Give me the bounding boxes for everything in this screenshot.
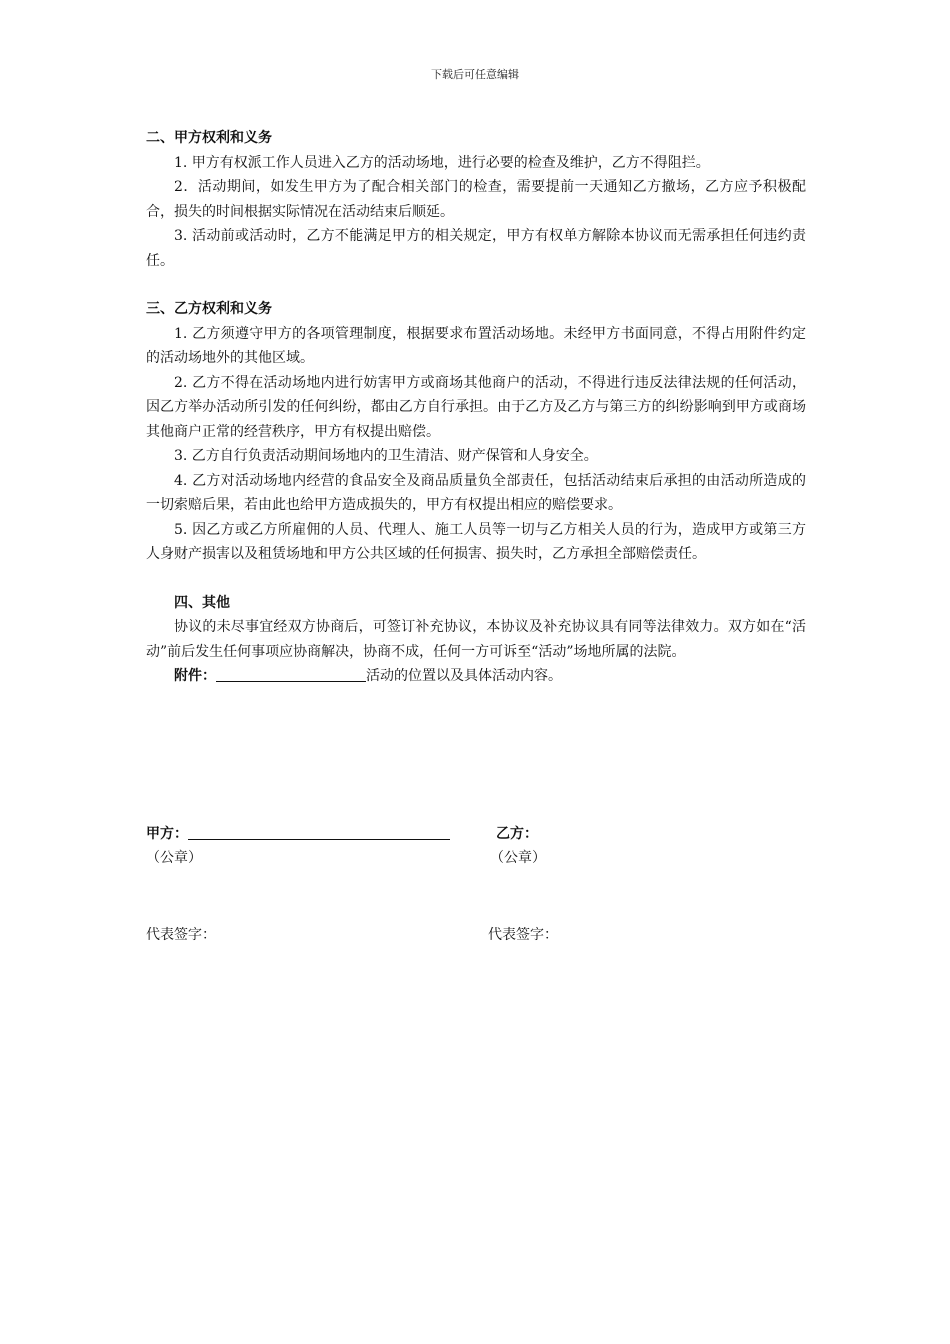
attachment-line (146, 664, 806, 689)
header-note: 下载后可任意编辑 (431, 68, 519, 81)
section-gap (146, 567, 806, 591)
party-a-signature-line (146, 822, 450, 846)
section-gap (146, 273, 806, 297)
party-b-seal: （公章） (490, 850, 546, 866)
party-a-blank (188, 824, 450, 840)
section-heading-party-a: 二、甲方权利和义务 (146, 130, 272, 146)
party-a-label: 甲方： (146, 826, 188, 842)
clause-paragraph: 3. 乙方自行负责活动期间场地内的卫生清洁、财产保管和人身安全。 (174, 448, 598, 464)
party-a-seal: （公章） (146, 850, 202, 866)
clause-paragraph: 1. 甲方有权派工作人员进入乙方的活动场地，进行必要的检查及维护，乙方不得阻拦。 (174, 154, 710, 171)
clause-paragraph: 4. 乙方对活动场地内经营的食品安全及商品质量负全部责任，包括活动结束后承担的由活动所造成的一切索赔后果，若由此也给甲方造成损失的，甲方有权提出相应的赔偿要求。 (146, 472, 806, 513)
clause-paragraph: 2. 乙方不得在活动场地内进行妨害甲方或商场其他商户的活动，不得进行违反法律法规的任何活动，因乙方举办活动所引发的任何纠纷，都由乙方自行承担。由于乙方及乙方与第三方的纠纷影响到甲方或商场其他商户正常的经营秩序，甲方有权提出赔偿。 (146, 374, 806, 440)
section-heading-party-b: 三、乙方权利和义务 (146, 301, 272, 317)
clause-paragraph: 3. 活动前或活动时，乙方不能满足甲方的相关规定，甲方有权单方解除本协议而无需承担任何违约责任。 (146, 228, 806, 269)
party-b-label: 乙方： (496, 826, 538, 842)
document-body (146, 126, 806, 689)
attachment-text: 活动的位置以及具体活动内容。 (366, 668, 562, 684)
clause-paragraph: 5. 因乙方或乙方所雇佣的人员、代理人、施工人员等一切与乙方相关人员的行为，造成甲方或第三方人身财产损害以及租赁场地和甲方公共区域的任何损害、损失时，乙方承担全部赔偿责任。 (146, 521, 806, 562)
section-heading-other: 四、其他 (174, 594, 230, 611)
clause-paragraph: 2．活动期间，如发生甲方为了配合相关部门的检查，需要提前一天通知乙方撤场，乙方应予积极配合，损失的时间根据实际情况在活动结束后顺延。 (146, 179, 806, 220)
attachment-label: 附件： (174, 668, 216, 684)
party-b-rep-signature: 代表签字： (488, 927, 558, 943)
other-paragraph: 协议的未尽事宜经双方协商后，可签订补充协议，本协议及补充协议具有同等法律效力。双方如在“活动”前后发生任何事项应协商解决，协商不成，任何一方可诉至“活动”场地所属的法院。 (146, 619, 806, 660)
party-a-rep-signature: 代表签字： (146, 927, 216, 943)
attachment-blank (216, 666, 366, 682)
clause-paragraph: 1. 乙方须遵守甲方的各项管理制度，根据要求布置活动场地。未经甲方书面同意，不得占用附件约定的活动场地外的其他区域。 (146, 325, 806, 366)
